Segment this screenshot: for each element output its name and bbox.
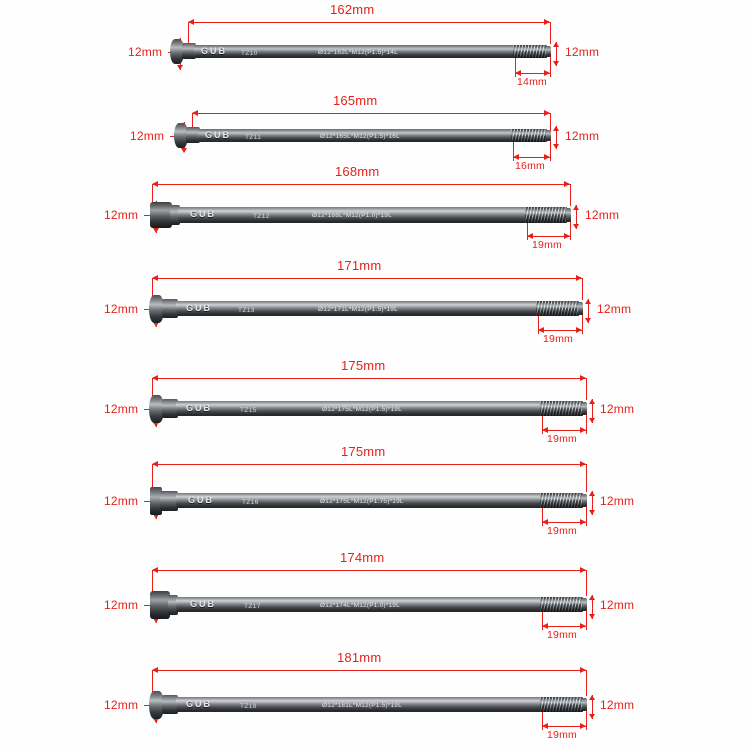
length-dim-line xyxy=(188,22,550,23)
axle-row-tz12 xyxy=(0,160,750,256)
brand-label-tz11: GUB xyxy=(205,130,231,140)
head-diameter-label-tz10: 12mm xyxy=(128,45,163,59)
length-dim-line xyxy=(152,570,586,571)
axle-row-tz10 xyxy=(0,0,750,92)
spec-label-tz12: Ø12*168L*M12(P1.0)*19L xyxy=(312,212,392,219)
head-diameter-label-tz18: 12mm xyxy=(104,698,139,712)
axle-tip xyxy=(566,208,571,222)
axle-threads xyxy=(536,301,579,316)
model-label-tz18: TZ18 xyxy=(240,703,257,710)
length-ext-right xyxy=(582,278,583,300)
shaft-diameter-label-tz12: 12mm xyxy=(585,208,620,222)
model-label-tz15: TZ15 xyxy=(240,407,257,414)
shaft-diameter-label-tz18: 12mm xyxy=(600,698,635,712)
shaft-dia-arrow-down xyxy=(553,144,559,149)
shaft-diameter-label-tz10: 12mm xyxy=(565,45,600,59)
head-dia-arrow-down xyxy=(153,228,159,233)
axle-threads xyxy=(525,207,567,223)
length-ext-left xyxy=(188,22,189,44)
head-diameter-label-tz17: 12mm xyxy=(104,598,139,612)
spec-label-tz18: Ø12*181L*M12(P1.5)*19L xyxy=(322,702,402,709)
axle-threads xyxy=(511,129,547,142)
axle-tip xyxy=(582,598,587,611)
length-dim-line xyxy=(152,184,570,185)
spec-label-tz17: Ø12*174L*M12(P1.0)*19L xyxy=(320,602,400,609)
model-label-tz13: TZ13 xyxy=(238,307,255,314)
head-dia-arrow-down xyxy=(181,148,187,153)
axle-head xyxy=(150,591,170,619)
length-label-tz17: 174mm xyxy=(340,550,385,565)
shaft-dia-arrow-up xyxy=(573,205,579,210)
brand-label-tz17: GUB xyxy=(190,599,216,609)
shaft-dia-arrow-down xyxy=(589,510,595,515)
thread-ext-right xyxy=(586,608,587,630)
axle-row-tz15 xyxy=(0,348,750,444)
shaft-dia-arrow-up xyxy=(589,695,595,700)
model-label-tz11: TZ11 xyxy=(245,134,262,141)
thread-ext-right xyxy=(550,139,551,161)
axle-row-tz17 xyxy=(0,532,750,641)
thread-ext-right xyxy=(582,312,583,334)
thread-length-label-tz18: 19mm xyxy=(547,729,577,741)
spec-label-tz10: Ø12*162L*M12(P1.5)*14L xyxy=(318,49,398,56)
length-label-tz18: 181mm xyxy=(337,650,382,665)
length-dim-line xyxy=(192,113,550,114)
shaft-dia-arrow-down xyxy=(585,318,591,323)
length-ext-right xyxy=(586,464,587,492)
axle-row-tz16 xyxy=(0,436,750,536)
axle-threads xyxy=(513,45,547,58)
thread-length-label-tz15: 19mm xyxy=(547,433,577,445)
thread-arrow-right xyxy=(576,327,582,333)
thread-length-label-tz12: 19mm xyxy=(532,239,562,251)
thread-length-label-tz13: 19mm xyxy=(543,333,573,345)
shaft-dia-arrow-up xyxy=(589,595,595,600)
shaft-dia-arrow-up xyxy=(553,42,559,47)
axle-head xyxy=(150,202,172,228)
model-label-tz17: TZ17 xyxy=(244,603,261,610)
shaft-diameter-label-tz13: 12mm xyxy=(597,302,632,316)
shaft-dia-arrow-up xyxy=(585,299,591,304)
axle-tip xyxy=(578,302,583,315)
length-dim-line xyxy=(152,378,586,379)
thread-ext-right xyxy=(586,412,587,434)
head-diameter-label-tz11: 12mm xyxy=(130,129,165,143)
thread-length-label-tz17: 19mm xyxy=(547,629,577,641)
axle-threads xyxy=(540,597,583,612)
model-label-tz10: TZ10 xyxy=(241,50,258,57)
shaft-diameter-label-tz17: 12mm xyxy=(600,598,635,612)
length-label-tz16: 175mm xyxy=(341,444,386,459)
length-label-tz11: 165mm xyxy=(333,93,378,108)
thread-arrow-right xyxy=(580,723,586,729)
length-label-tz13: 171mm xyxy=(337,258,382,273)
head-diameter-label-tz15: 12mm xyxy=(104,402,139,416)
spec-label-tz16: Ø12*175L*M12(P1.75)*19L xyxy=(320,498,404,505)
brand-label-tz12: GUB xyxy=(190,209,216,219)
thread-arrow-right xyxy=(564,233,570,239)
head-diameter-label-tz16: 12mm xyxy=(104,494,139,508)
length-ext-right xyxy=(586,570,587,596)
axle-tip xyxy=(582,402,587,415)
shaft-dia-arrow-down xyxy=(589,418,595,423)
brand-label-tz10: GUB xyxy=(201,46,227,56)
shaft-diameter-label-tz15: 12mm xyxy=(600,402,635,416)
axle-row-tz18 xyxy=(0,628,750,750)
thread-arrow-right xyxy=(580,427,586,433)
length-ext-right xyxy=(550,22,551,44)
axle-threads xyxy=(540,697,583,712)
length-label-tz12: 168mm xyxy=(335,164,380,179)
length-dim-line xyxy=(152,278,582,279)
model-label-tz12: TZ12 xyxy=(253,213,270,220)
length-label-tz10: 162mm xyxy=(330,2,375,17)
shaft-dia-arrow-up xyxy=(589,399,595,404)
length-label-tz15: 175mm xyxy=(341,358,386,373)
thread-ext-right xyxy=(550,55,551,77)
shaft-dia-arrow-down xyxy=(589,614,595,619)
thread-length-label-tz11: 16mm xyxy=(515,160,545,172)
axle-row-tz13 xyxy=(0,252,750,348)
length-ext-right xyxy=(570,184,571,206)
length-dim-line xyxy=(152,464,586,465)
shaft-diameter-label-tz16: 12mm xyxy=(600,494,635,508)
shaft-dia-arrow-down xyxy=(589,714,595,719)
thread-length-label-tz10: 14mm xyxy=(517,76,547,88)
model-label-tz16: TZ16 xyxy=(242,499,259,506)
brand-label-tz16: GUB xyxy=(188,495,214,505)
length-dim-line xyxy=(152,670,586,671)
axle-tip xyxy=(546,130,551,141)
thread-arrow-right xyxy=(580,519,586,525)
head-diameter-label-tz12: 12mm xyxy=(104,208,139,222)
shaft-dia-arrow-down xyxy=(573,224,579,229)
brand-label-tz15: GUB xyxy=(186,403,212,413)
axle-threads xyxy=(540,493,583,508)
thread-length-label-tz16: 19mm xyxy=(547,525,577,537)
head-dia-arrow-down xyxy=(177,65,183,70)
shaft-diameter-label-tz11: 12mm xyxy=(565,129,600,143)
length-ext-right xyxy=(586,670,587,696)
axle-tip xyxy=(582,698,587,711)
brand-label-tz13: GUB xyxy=(186,303,212,313)
axle-threads xyxy=(540,401,583,416)
head-diameter-label-tz13: 12mm xyxy=(104,302,139,316)
axle-tip xyxy=(546,46,551,57)
spec-label-tz15: Ø12*175L*M12(P1.5)*19L xyxy=(322,406,402,413)
shaft-dia-arrow-up xyxy=(553,126,559,131)
shaft-dia-arrow-down xyxy=(553,61,559,66)
brand-label-tz18: GUB xyxy=(186,699,212,709)
thread-ext-right xyxy=(586,708,587,730)
axle-tip xyxy=(582,494,587,507)
length-ext-right xyxy=(586,378,587,400)
shaft-dia-arrow-up xyxy=(589,491,595,496)
thread-ext-right xyxy=(586,504,587,526)
spec-label-tz11: Ø12*165L*M12(P1.5)*16L xyxy=(320,133,400,140)
spec-label-tz13: Ø12*171L*M12(P1.5)*19L xyxy=(318,306,398,313)
